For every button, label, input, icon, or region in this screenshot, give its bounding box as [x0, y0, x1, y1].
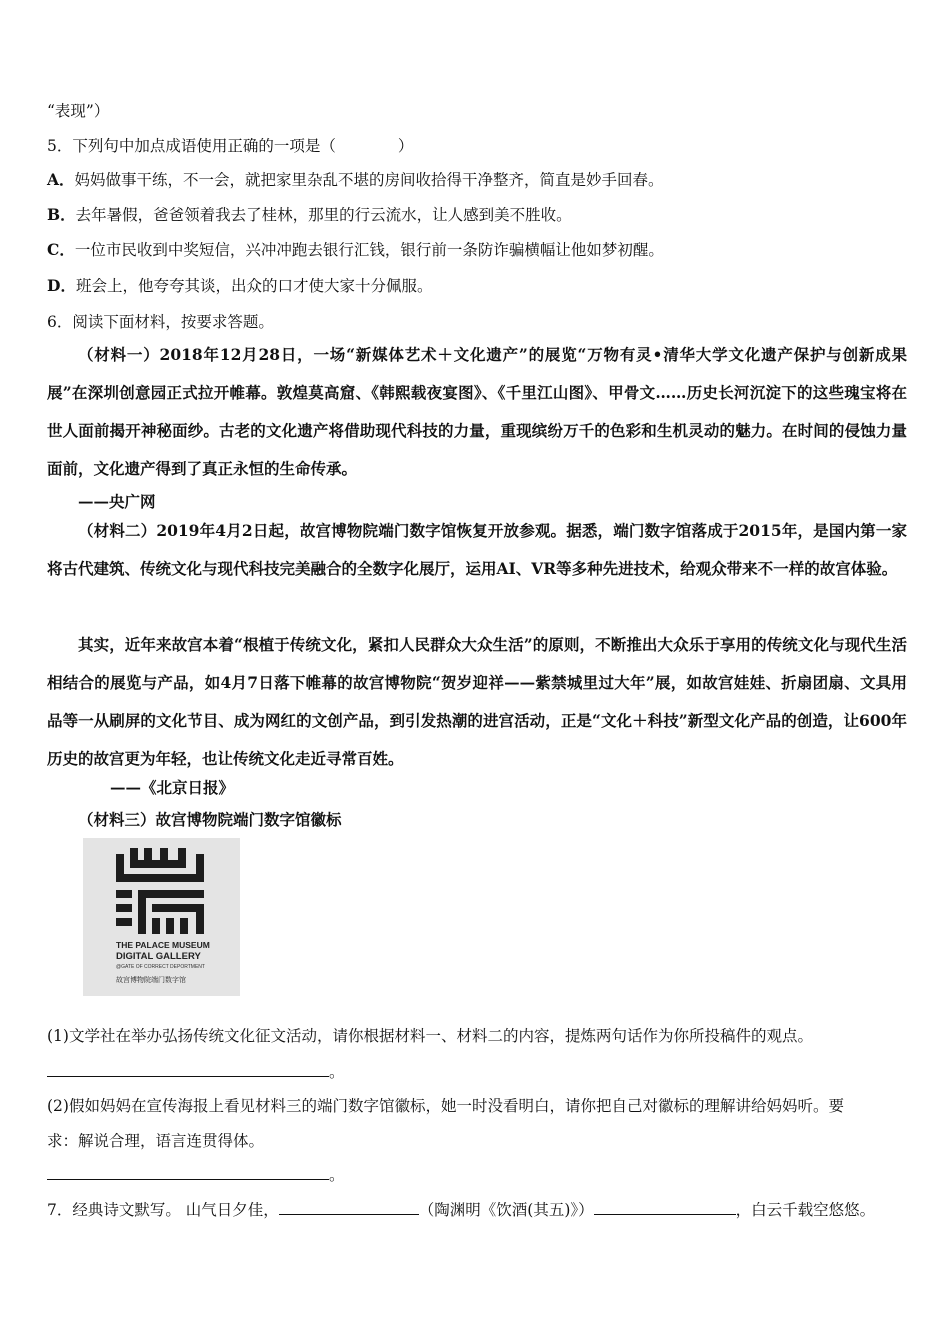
- q5-stem: 5．下列句中加点成语使用正确的一项是（ ）: [47, 137, 414, 155]
- logo-emblem-icon: [83, 838, 240, 996]
- option-text: 班会上，他夸夸其谈，出众的口才使大家十分佩服。: [75, 277, 433, 295]
- logo-line-2: DIGITAL GALLERY: [116, 951, 201, 962]
- q7-prefix: 7．经典诗文默写。 山气日夕佳，: [47, 1201, 279, 1219]
- q7-suffix: ，白云千载空悠悠。: [735, 1201, 876, 1219]
- q5-option-a: [47, 170, 664, 190]
- source-cnr: ——央广网: [78, 492, 156, 511]
- palace-museum-logo: [83, 838, 240, 996]
- material-two-continued-text: 其实，近年来故宫本着“根植于传统文化，紧扣人民群众大众生活”的原则，不断推出大众乐于享用的传统文化与现代生活相结合的展览与产品，如4月7日落下帷幕的故宫博物院“贺岁迎祥——紫禁城里过大年”展，如故宫娃娃、折扇团扇、文具用品等一从刷屏的文化节目、成为网红的文创产品，到引发热潮的进宫活动，正是“文化＋科技”新型文化产品的创造，让600年历史的故宫更为年轻，也让传统文化走近寻常百姓。: [47, 635, 907, 768]
- blank-line[interactable]: [47, 1165, 329, 1180]
- blank-end-1: 。: [329, 1063, 345, 1081]
- q6-stem: 6．阅读下面材料，按要求答题。: [47, 313, 274, 331]
- q5-option-c: [47, 240, 664, 260]
- blank-end-2: 。: [329, 1166, 345, 1184]
- q6-sub2-line1: (2)假如妈妈在宣传海报上看见材料三的端门数字馆徽标，她一时没看明白，请你把自己对徽标的理解讲给妈妈听。要: [47, 1097, 844, 1115]
- material-three-title: （材料三）故宫博物院端门数字馆徽标: [78, 810, 342, 829]
- q7-blank-2[interactable]: [594, 1200, 736, 1215]
- option-letter: B．: [47, 205, 76, 224]
- logo-line-4: 故宫博物院端门数字馆: [116, 976, 186, 984]
- material-two: [47, 512, 907, 588]
- answer-blank-1[interactable]: [47, 1062, 345, 1082]
- option-letter: A．: [47, 170, 75, 189]
- q6-sub1: (1)文学社在举办弘扬传统文化征文活动，请你根据材料一、材料二的内容，提炼两句话作为你所投稿件的观点。: [47, 1027, 813, 1045]
- answer-blank-2[interactable]: [47, 1165, 345, 1185]
- logo-line-1: THE PALACE MUSEUM: [116, 940, 210, 950]
- source-beijing-daily: ——《北京日报》: [110, 778, 235, 797]
- q6-sub2-line2: 求：解说合理，语言连贯得体。: [47, 1132, 265, 1150]
- q7-line: [47, 1200, 875, 1220]
- material-two-text: （材料二）2019年4月2日起，故宫博物院端门数字馆恢复开放参观。据悉，端门数字馆落成于2015年，是国内第一家将古代建筑、传统文化与现代科技完美融合的全数字化展厅，运用AI、VR等多种先进技术，给观众带来不一样的故宫体验。: [47, 521, 907, 578]
- option-text: 妈妈做事干练，不一会，就把家里杂乱不堪的房间收拾得干净整齐，简直是妙手回春。: [74, 171, 664, 189]
- q7-middle: （陶渊明《饮酒(其五)》）: [418, 1201, 594, 1219]
- option-letter: D．: [47, 276, 76, 295]
- q7-blank-1[interactable]: [279, 1200, 419, 1215]
- material-two-continued: [47, 626, 907, 778]
- material-one: [47, 336, 907, 488]
- option-letter: C．: [47, 240, 75, 259]
- material-one-text: （材料一）2018年12月28日，一场“新媒体艺术＋文化遗产”的展览“万物有灵•清华大学文化遗产保护与创新成果展”在深圳创意园正式拉开帷幕。敦煌莫高窟、《韩熙载夜宴图》、《千里江山图》、甲骨文……历史长河沉淀下的这些瑰宝将在世人面前揭开神秘面纱。古老的文化遗产将借助现代科技的力量，重现缤纷万千的色彩和生机灵动的魅力。在时间的侵蚀力量面前，文化遗产得到了真正永恒的生命传承。: [47, 345, 907, 478]
- blank-line[interactable]: [47, 1062, 329, 1077]
- top-fragment: “表现”）: [47, 102, 110, 120]
- q5-option-d: [47, 276, 432, 296]
- option-text: 去年暑假，爸爸领着我去了桂林，那里的行云流水，让人感到美不胜收。: [75, 206, 572, 224]
- option-text: 一位市民收到中奖短信，兴冲冲跑去银行汇钱，银行前一条防诈骗横幅让他如梦初醒。: [74, 241, 664, 259]
- q5-option-b: [47, 205, 572, 225]
- logo-line-3: @GATE OF CORRECT DEPORTMENT: [116, 964, 205, 970]
